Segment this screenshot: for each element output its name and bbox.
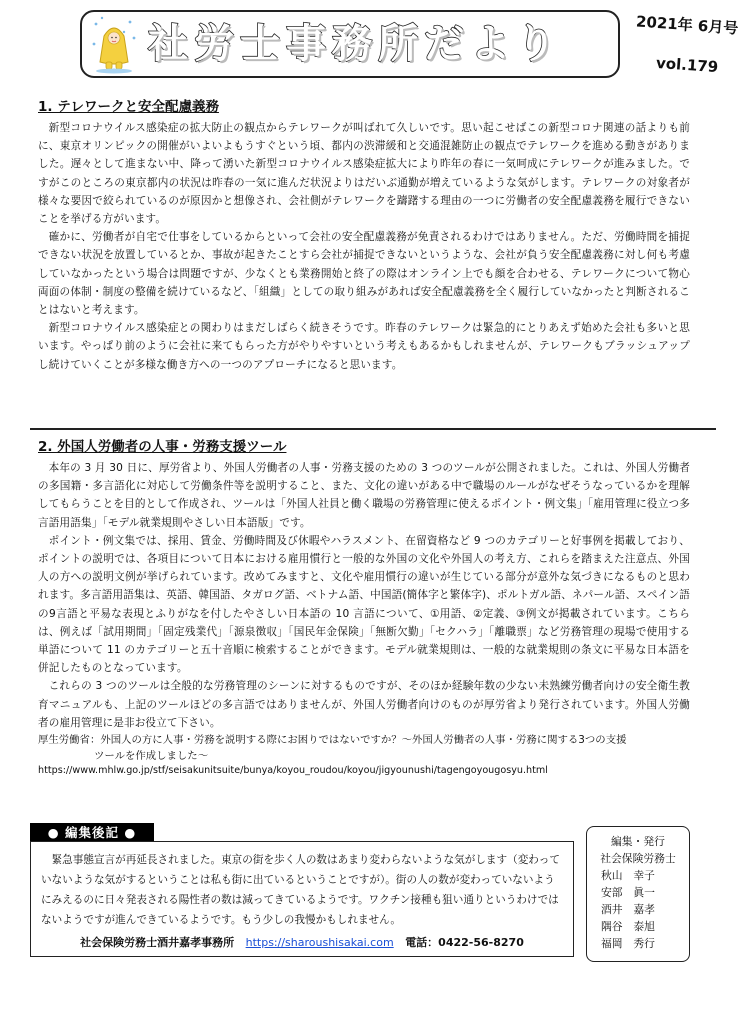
staff-name: 酒井 嘉孝 xyxy=(601,903,655,916)
office-website-link[interactable]: https://sharoushisakai.com xyxy=(245,936,394,949)
staff-name: 秋山 幸子 xyxy=(601,869,655,882)
staff-heading: 編集・発行 xyxy=(611,835,665,848)
section-foreign-workers xyxy=(38,438,690,778)
staff-name: 福岡 秀行 xyxy=(601,937,655,950)
newsletter-title: 社労士事務所だより xyxy=(148,21,562,67)
editor-note-box xyxy=(30,841,574,957)
office-contact xyxy=(41,934,563,950)
staff-name: 安部 眞一 xyxy=(601,886,655,899)
issue-volume: vol.179 xyxy=(655,53,719,77)
reference-note: 厚生労働省：外国人の方に人事・労務を説明する際にお困りではないですか？～外国人労働者の人事・労務に関する3つの支援 xyxy=(38,734,627,747)
issue-date: 2021年 6月号 xyxy=(635,12,739,38)
paragraph: 新型コロナウイルス感染症との関わりはまだしばらく続きそうです。昨春のテレワークは緊急的にとりあえず始めた会社も多いと思います。やっぱり前のように会社に来てもらった方がやりやすいという考えもあるかもしれませんが、テレワークもブラッシュアップし続けていくことが多様な働き方への一つのアプローチになると思います。 xyxy=(38,322,690,371)
reference-note-cont: ツールを作成しました～ xyxy=(94,750,209,763)
staff-subheading: 社会保険労務士 xyxy=(600,852,676,865)
office-phone: 電話：0422-56-8270 xyxy=(405,936,524,949)
section-divider xyxy=(30,428,716,430)
office-name: 社会保険労務士酒井嘉孝事務所 xyxy=(80,936,235,949)
paragraph: 確かに、労働者が自宅で仕事をしているからといって会社の安全配慮義務が免責されるわけではありません。ただ、労働時間を捕捉できない状況を放置しているとか、事故が起きたことすら会社が捕捉できないというような、会社が負う安全配慮義務に対し何も考慮していなかったという場合は問題ですが、少なくとも業務開始と終了の際はオンライン上でも顔を合わせる、テレワークについて物心両面の体制・制度の整備を続けているなど、「組織」としての取り組みがあれば安全配慮義務を全く履行していなかったと判断されることはないと考えます。 xyxy=(38,231,690,317)
paragraph: 新型コロナウイルス感染症の拡大防止の観点からテレワークが叫ばれて久しいです。思い起こせばこの新型コロナ関連の話よりも前に、東京オリンピックの開催がいよいよもうすぐという頃、都内の渋滞緩和と交通混雑防止の観点でテレワークを進める動きがありました。遅々として進まない中、降って湧いた新型コロナウイルス感染症拡大により昨年の春に一気呵成にテレワークが進みました。ですがこのところの東京都内の状況は昨春の一気に進んだ状況よりはだいぶ通勤が増えているような気がします。テレワークの対象者が様々な要因で絞られているのが原因かと想像され、会社側がテレワークを躊躇する理由の一つに労働者の安全配慮義務を履行できないことを挙げる方がいます。 xyxy=(38,122,690,226)
staff-box xyxy=(586,826,690,962)
staff-name: 隅谷 泰旭 xyxy=(601,920,655,933)
paragraph: これらの 3 つのツールは全般的な労務管理のシーンに対するものですが、そのほか経験年数の少ない未熟練労働者向けの安全衛生教育マニュアルも、上記のツールほどの多言語ではありませんが、外国人労働者向けのものが厚労省より発行されています。外国人労働者の雇用管理に是非お役立て下さい。 xyxy=(38,680,690,729)
section-title: 1. テレワークと安全配慮義務 xyxy=(38,99,219,115)
reference-url[interactable]: https://www.mhlw.go.jp/stf/seisakunitsuite/bunya/koyou_roudou/koyou/jigyounushi/tagengoyougosyu.html xyxy=(38,765,548,777)
paragraph: 本年の 3 月 30 日に、厚労省より、外国人労働者の人事・労務支援のための 3 つのツールが公開されました。これは、外国人労働者の多国籍・多言語化に対応して労働条件等を説明すること、また、文化の違いがある中で職場のルールがなぜそうなっているかを理解してもらうことを目的として作成され、ツールは「外国人社員と働く職場の労務管理に使えるポイント・例文集」「雇用管理に役立つ多言語用語集」「モデル就業規則やさしい日本語版」です。 xyxy=(38,462,690,529)
newsletter-header xyxy=(40,10,739,80)
editor-note-text: 緊急事態宣言が再延長されました。東京の街を歩く人の数はあまり変わらないような気がします（変わっていないような気がするということは私も街に出ているということですが）。街の人の数が変わっていないようにみえるのに日々発表される陽性者の数は減ってきているようです。ワクチン接種も狙い通りというわけではないようですが進んできているようです。もう少しの我慢かもしれません。 xyxy=(41,854,560,926)
editor-note-tab: ● 編集後記 ● xyxy=(30,823,154,841)
section-title: 2. 外国人労働者の人事・労務支援ツール xyxy=(38,439,287,455)
raincoat-child-icon xyxy=(90,16,138,74)
section-telework xyxy=(38,98,690,374)
paragraph: ポイント・例文集では、採用、賃金、労働時間及び休暇やハラスメント、在留資格など 9 つのカテゴリーと好事例を掲載しており、ポイントの説明では、各項目について日本における雇用慣行と一般的な外国の文化や外国人の考え方、これらを踏まえた注意点、外国人の方への説明文例が挙げられています。改めてみますと、文化や雇用慣行の違いが生じている部分が意外な気づきになるものと思われます。多言語用語集は、英語、韓国語、タガログ語、ベトナム語、中国語(簡体字と繁体字)、ポルトガル語、ネパール語、スペイン語の9言語と平易な表現とふりがなを付したやさしい日本語の 10 言語について、①用語、②定義、③例文が掲載されています。こちらは、例えば「試用期間」「固定残業代」「源泉徴収」「国民年金保険」「無断欠勤」「セクハラ」「離職票」など労務管理の現場で使用する単語について 11 のカテゴリーと五十音順に検索することができます。モデル就業規則は、一般的な就業規則の条文に平易な日本語を併記したものとなっています。 xyxy=(38,534,690,675)
